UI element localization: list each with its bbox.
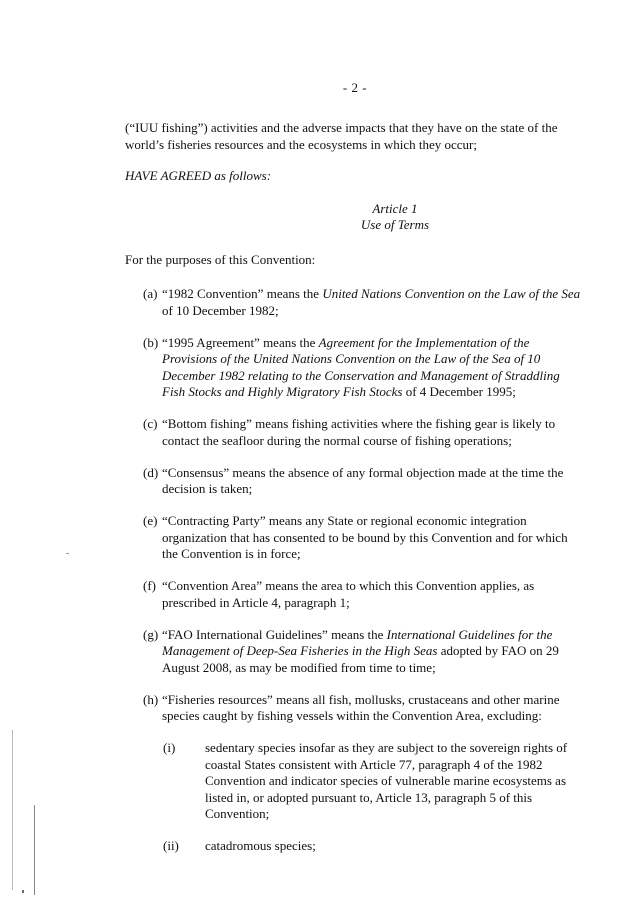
definition-label: (c) [143, 416, 158, 431]
definition-text: “Contracting Party” means any State or regional economic integration organization that has consented to be bound by this Convention and for which the Convention is in force; [162, 513, 568, 561]
definition-label: (f) [143, 578, 156, 593]
definition-c [125, 416, 585, 449]
definition-a [125, 286, 585, 319]
definition-label: (g) [143, 626, 159, 642]
definition-text: “Convention Area” means the area to which this Convention applies, as prescribed in Article 4, paragraph 1; [162, 578, 535, 610]
subdefinition-text: sedentary species insofar as they are subject to the sovereign rights of coastal States consistent with Article 77, paragraph 4 of the 1982 Convention and indicator species of vulnerable marine ecosystems as listed in, or adopted pursuant to, Article 13, paragraph 5 of this Convention; [205, 740, 568, 821]
scan-artifact-line [34, 805, 35, 895]
definition-text: “Bottom fishing” means fishing activities where the fishing gear is likely to contact the seafloor during the normal course of fishing operations; [162, 416, 556, 448]
subdefinition-label: (ii) [163, 837, 179, 853]
definition-italic: International Guidelines for the Management of Deep-Sea Fisheries in the High Seas [162, 626, 553, 658]
definition-text: adopted by FAO on 29 August 2008, as may be modified from time to time; [162, 643, 559, 675]
definition-text: of 10 December 1982; [162, 302, 279, 318]
definition-text: of 4 December 1995; [402, 384, 516, 399]
document-body [125, 120, 585, 869]
scan-artifact-line [12, 730, 13, 890]
definition-d [125, 465, 585, 498]
definition-label: (b) [143, 334, 159, 350]
definition-text: “FAO International Guidelines” means the [162, 626, 387, 642]
subdefinition-text: catadromous species; [205, 837, 316, 853]
definition-f [125, 578, 585, 611]
subdefinition-label: (i) [163, 740, 176, 755]
definition-e [125, 513, 585, 563]
scan-artifact-dot [22, 890, 24, 893]
page-number: - 2 - [342, 80, 368, 95]
definition-h [125, 692, 585, 725]
article-number: Article 1 [372, 200, 418, 216]
definition-label: (a) [143, 286, 158, 301]
scan-artifact-dot [66, 553, 69, 554]
definition-text: “1995 Agreement” means the [162, 334, 319, 350]
definition-text: “1982 Convention” means the [162, 286, 323, 301]
definition-italic: Agreement for the Implementation of the Provisions of the United Nations Convention on the Law of the Sea of 10 December 1982 relating to the Conservation and Management of Straddling Fish Stocks and Highly Migratory Fish Stocks [162, 334, 560, 399]
article-heading [125, 201, 585, 234]
article-title: Use of Terms [360, 217, 430, 232]
definition-b [125, 335, 585, 401]
definitions-lead: For the purposes of this Convention: [125, 251, 316, 267]
subdefinition-ii [125, 838, 585, 855]
definition-italic: United Nations Convention on the Law of the Sea [322, 286, 581, 301]
definition-text: “Consensus” means the absence of any formal objection made at the time the decision is taken; [162, 464, 564, 496]
have-agreed-clause: HAVE AGREED as follows: [125, 168, 272, 183]
intro-paragraph: (“IUU fishing”) activities and the adverse impacts that they have on the state of the world’s fisheries resources and the ecosystems in which they occur; [125, 120, 558, 152]
definition-text: “Fisheries resources” means all fish, mollusks, crustaceans and other marine species caught by fishing vessels within the Convention Area, excluding: [162, 691, 560, 723]
subdefinition-i [125, 740, 585, 823]
definition-g [125, 627, 585, 677]
definition-label: (h) [143, 691, 159, 707]
definition-label: (e) [143, 513, 158, 528]
definition-label: (d) [143, 464, 159, 480]
